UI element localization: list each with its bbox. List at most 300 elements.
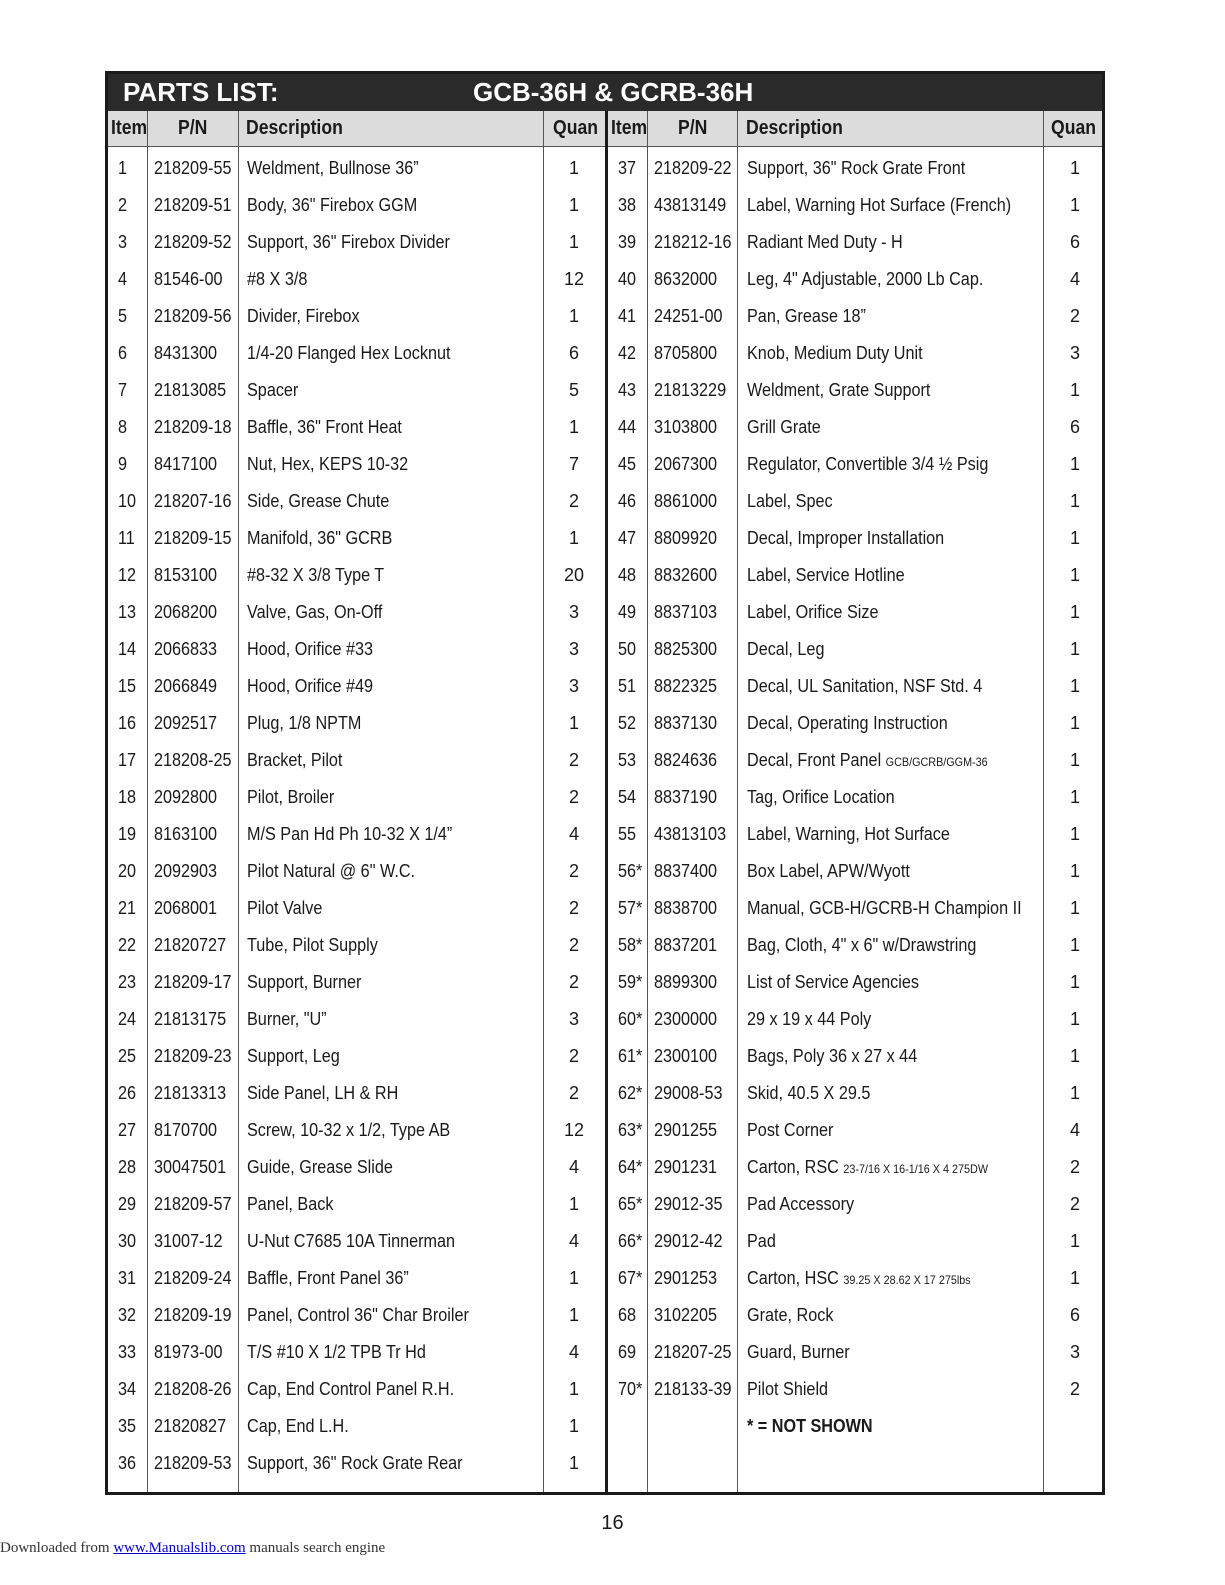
part-quantity: 12 <box>563 1120 585 1140</box>
part-description: Tag, Orifice Location <box>747 787 895 807</box>
item-number: 37 <box>618 158 637 178</box>
part-quantity: 4 <box>568 1157 579 1177</box>
part-number: 8837103 <box>654 602 718 622</box>
table-row <box>608 775 1102 812</box>
part-number: 81973-00 <box>154 1342 223 1362</box>
part-number: 3102205 <box>654 1305 718 1325</box>
part-number: 2067300 <box>654 454 718 474</box>
part-quantity: 2 <box>1069 1379 1080 1399</box>
part-description: Bag, Cloth, 4" x 6" w/Drawstring <box>747 935 977 955</box>
part-quantity: 2 <box>568 935 579 955</box>
part-number: 8705800 <box>654 343 718 363</box>
table-row <box>608 1071 1102 1108</box>
part-quantity: 5 <box>568 380 579 400</box>
part-description: Post Corner <box>747 1120 834 1140</box>
part-number: 8824636 <box>654 750 718 770</box>
part-quantity: 1 <box>1069 676 1080 696</box>
part-number: 21813085 <box>154 380 227 400</box>
part-quantity: 2 <box>568 491 579 511</box>
item-number: 13 <box>118 602 137 622</box>
part-number: 8837130 <box>654 713 718 733</box>
part-quantity: 2 <box>568 972 579 992</box>
table-row <box>108 849 605 886</box>
item-number: 17 <box>118 750 137 770</box>
table-row <box>608 257 1102 294</box>
left-table <box>108 111 605 1492</box>
table-row <box>108 1256 605 1293</box>
part-number: 21813229 <box>654 380 727 400</box>
header-description: Description <box>746 117 843 139</box>
table-row <box>108 590 605 627</box>
part-quantity: 1 <box>1069 1231 1080 1251</box>
part-quantity: 4 <box>1069 269 1080 289</box>
table-row <box>608 701 1102 738</box>
item-number: 64* <box>618 1157 643 1177</box>
table-row <box>108 442 605 479</box>
item-number: 69 <box>618 1342 637 1362</box>
item-number: 44 <box>618 417 637 437</box>
item-number: 11 <box>118 528 135 548</box>
part-description: Plug, 1/8 NPTM <box>247 713 362 733</box>
part-description: Burner, "U” <box>247 1009 327 1029</box>
table-row <box>108 664 605 701</box>
item-number: 5 <box>118 306 128 326</box>
part-description: Carton, RSC <box>747 1157 844 1177</box>
page-title: PARTS LIST: <box>123 77 279 107</box>
table-row <box>608 1330 1102 1367</box>
part-number: 218209-52 <box>154 232 232 252</box>
table-row <box>608 183 1102 220</box>
item-number: 47 <box>618 528 637 548</box>
part-number: 8153100 <box>154 565 218 585</box>
part-number: 8632000 <box>654 269 718 289</box>
item-number: 53 <box>618 750 637 770</box>
table-row <box>608 812 1102 849</box>
item-number: 27 <box>118 1120 137 1140</box>
item-number: 4 <box>118 269 128 289</box>
item-number: 2 <box>118 195 128 215</box>
part-number: 8431300 <box>154 343 218 363</box>
part-description: Pilot Valve <box>247 898 323 918</box>
part-number: 2092517 <box>154 713 218 733</box>
part-description: Skid, 40.5 X 29.5 <box>747 1083 871 1103</box>
part-number: 218212-16 <box>654 232 732 252</box>
table-row <box>108 738 605 775</box>
part-description: Guide, Grease Slide <box>247 1157 393 1177</box>
part-description: Label, Warning, Hot Surface <box>747 824 950 844</box>
part-quantity: 1 <box>568 1268 579 1288</box>
part-description: Weldment, Bullnose 36” <box>247 158 419 178</box>
part-description: Grate, Rock <box>747 1305 834 1325</box>
part-quantity: 3 <box>1069 343 1080 363</box>
part-number: 2901253 <box>654 1268 718 1288</box>
part-quantity: 4 <box>568 824 579 844</box>
part-number: 218209-24 <box>154 1268 232 1288</box>
part-description: Support, 36" Rock Grate Rear <box>247 1453 463 1473</box>
header-quan: Quan <box>553 117 598 139</box>
item-number: 43 <box>618 380 637 400</box>
item-number: 48 <box>618 565 637 585</box>
part-number: 29012-42 <box>654 1231 723 1251</box>
item-number: 67* <box>618 1268 643 1288</box>
part-quantity: 1 <box>1069 935 1080 955</box>
table-row <box>608 516 1102 553</box>
table-row <box>108 886 605 923</box>
item-number: 18 <box>118 787 137 807</box>
part-number: 218209-53 <box>154 1453 232 1473</box>
part-number: 2300100 <box>654 1046 718 1066</box>
table-row <box>608 849 1102 886</box>
part-quantity: 1 <box>1069 824 1080 844</box>
part-number: 21813313 <box>154 1083 227 1103</box>
part-description: Decal, Front Panel <box>747 750 886 770</box>
table-row <box>108 331 605 368</box>
note-row <box>608 1404 1102 1441</box>
table-row <box>608 590 1102 627</box>
part-number: 3103800 <box>654 417 718 437</box>
table-row <box>108 997 605 1034</box>
part-quantity: 1 <box>568 158 579 178</box>
part-description: Decal, Leg <box>747 639 825 659</box>
item-number: 58* <box>618 935 643 955</box>
part-description: Panel, Control 36" Char Broiler <box>247 1305 469 1325</box>
item-number: 30 <box>118 1231 137 1251</box>
part-quantity: 1 <box>1069 454 1080 474</box>
part-number: 8837201 <box>654 935 718 955</box>
model-title: GCB-36H & GCRB-36H <box>473 77 754 107</box>
item-number: 22 <box>118 935 137 955</box>
part-description-group <box>747 750 988 771</box>
part-number: 218209-17 <box>154 972 232 992</box>
part-number: 2300000 <box>654 1009 718 1029</box>
part-quantity: 2 <box>568 898 579 918</box>
part-number: 218209-18 <box>154 417 232 437</box>
table-row <box>108 627 605 664</box>
part-number: 8832600 <box>654 565 718 585</box>
table-row <box>108 775 605 812</box>
part-description: Pilot Natural @ 6" W.C. <box>247 861 416 881</box>
item-number: 59* <box>618 972 643 992</box>
header-pn: P/N <box>678 117 708 139</box>
table-row <box>608 664 1102 701</box>
part-description: Guard, Burner <box>747 1342 850 1362</box>
item-number: 46 <box>618 491 637 511</box>
part-description: Baffle, 36" Front Heat <box>247 417 402 437</box>
manualslib-link[interactable]: www.Manualslib.com <box>113 1540 246 1556</box>
part-quantity: 1 <box>568 195 579 215</box>
part-quantity: 2 <box>568 787 579 807</box>
part-quantity: 1 <box>568 713 579 733</box>
part-description: Side, Grease Chute <box>247 491 390 511</box>
part-description-detail: 23-7/16 X 16-1/16 X 4 275DW <box>843 1162 989 1176</box>
header-item: Item <box>611 117 648 139</box>
part-number: 2068200 <box>154 602 218 622</box>
table-row <box>108 479 605 516</box>
item-number: 28 <box>118 1157 137 1177</box>
part-number: 218208-26 <box>154 1379 232 1399</box>
part-description: Support, Burner <box>247 972 362 992</box>
table-row <box>608 997 1102 1034</box>
part-number: 218209-51 <box>154 195 232 215</box>
part-description: Divider, Firebox <box>247 306 360 326</box>
part-quantity: 6 <box>1069 1305 1080 1325</box>
item-number: 68 <box>618 1305 637 1325</box>
item-number: 57* <box>618 898 643 918</box>
item-number: 60* <box>618 1009 643 1029</box>
part-number: 8809920 <box>654 528 718 548</box>
item-number: 19 <box>118 824 137 844</box>
item-number: 70* <box>618 1379 643 1399</box>
item-number: 10 <box>118 491 137 511</box>
part-quantity: 4 <box>1069 1120 1080 1140</box>
table-row <box>108 1367 605 1404</box>
part-description: Manifold, 36" GCRB <box>247 528 393 548</box>
part-number: 8838700 <box>654 898 718 918</box>
table-row <box>108 812 605 849</box>
item-number: 66* <box>618 1231 643 1251</box>
part-quantity: 1 <box>568 417 579 437</box>
table-row <box>108 923 605 960</box>
part-description: Pad <box>747 1231 776 1251</box>
item-number: 39 <box>618 232 637 252</box>
item-number: 20 <box>118 861 137 881</box>
part-number: 218209-23 <box>154 1046 232 1066</box>
item-number: 52 <box>618 713 637 733</box>
part-quantity: 2 <box>1069 306 1080 326</box>
part-description: Cap, End L.H. <box>247 1416 349 1436</box>
part-description: Baffle, Front Panel 36” <box>247 1268 409 1288</box>
part-quantity: 2 <box>568 750 579 770</box>
header-item: Item <box>111 117 148 139</box>
part-description: Cap, End Control Panel R.H. <box>247 1379 455 1399</box>
item-number: 45 <box>618 454 637 474</box>
item-number: 7 <box>118 380 128 400</box>
part-number: 218133-39 <box>654 1379 732 1399</box>
part-description: Box Label, APW/Wyott <box>747 861 910 881</box>
part-description: Hood, Orifice #49 <box>247 676 374 696</box>
part-number: 21820727 <box>154 935 227 955</box>
part-description: Spacer <box>247 380 299 400</box>
part-number: 43813103 <box>654 824 727 844</box>
item-number: 38 <box>618 195 637 215</box>
item-number: 61* <box>618 1046 643 1066</box>
table-row <box>108 1145 605 1182</box>
part-number: 218207-25 <box>654 1342 732 1362</box>
part-number: 2901255 <box>654 1120 718 1140</box>
part-quantity: 1 <box>1069 713 1080 733</box>
part-number: 24251-00 <box>654 306 723 326</box>
part-description: Label, Service Hotline <box>747 565 905 585</box>
part-number: 21813175 <box>154 1009 227 1029</box>
table-row <box>608 886 1102 923</box>
part-quantity: 3 <box>568 639 579 659</box>
item-number: 40 <box>618 269 637 289</box>
part-number: 218207-16 <box>154 491 232 511</box>
table-row <box>108 960 605 997</box>
item-number: 1 <box>118 158 128 178</box>
table-row <box>108 405 605 442</box>
footer-suffix: manuals search engine <box>245 1540 386 1556</box>
part-quantity: 1 <box>568 1305 579 1325</box>
item-number: 56* <box>618 861 643 881</box>
table-row <box>108 368 605 405</box>
part-description: List of Service Agencies <box>747 972 919 992</box>
part-description: Valve, Gas, On-Off <box>247 602 383 622</box>
part-description: M/S Pan Hd Ph 10-32 X 1/4” <box>247 824 453 844</box>
table-row <box>608 960 1102 997</box>
item-number: 51 <box>618 676 637 696</box>
part-quantity: 12 <box>563 269 585 289</box>
table-row <box>608 1182 1102 1219</box>
part-quantity: 1 <box>1069 861 1080 881</box>
item-number: 35 <box>118 1416 137 1436</box>
item-number: 42 <box>618 343 637 363</box>
part-description: 29 x 19 x 44 Poly <box>747 1009 872 1029</box>
page-number: 16 <box>601 1512 624 1534</box>
part-quantity: 1 <box>1069 972 1080 992</box>
part-description: Decal, Operating Instruction <box>747 713 948 733</box>
item-number: 65* <box>618 1194 643 1214</box>
table-row <box>108 1071 605 1108</box>
table-row <box>108 257 605 294</box>
item-number: 29 <box>118 1194 137 1214</box>
part-description: Knob, Medium Duty Unit <box>747 343 923 363</box>
part-description: Label, Orifice Size <box>747 602 879 622</box>
part-quantity: 2 <box>568 1083 579 1103</box>
item-number: 25 <box>118 1046 137 1066</box>
item-number: 32 <box>118 1305 137 1325</box>
table-row <box>108 1404 605 1441</box>
table-row <box>608 1034 1102 1071</box>
item-number: 34 <box>118 1379 137 1399</box>
part-quantity: 7 <box>568 454 579 474</box>
part-description: Pad Accessory <box>747 1194 855 1214</box>
part-description: Pilot Shield <box>747 1379 829 1399</box>
item-number: 9 <box>118 454 128 474</box>
part-quantity: 6 <box>568 343 579 363</box>
part-number: 8825300 <box>654 639 718 659</box>
part-number: 218209-15 <box>154 528 232 548</box>
part-quantity: 4 <box>568 1342 579 1362</box>
part-description: Support, 36" Firebox Divider <box>247 232 450 252</box>
table-row <box>608 1145 1102 1182</box>
part-description-detail: 39.25 X 28.62 X 17 275lbs <box>843 1273 971 1287</box>
item-number: 14 <box>118 639 137 659</box>
part-description: Tube, Pilot Supply <box>247 935 378 955</box>
table-row <box>608 553 1102 590</box>
table-row <box>608 368 1102 405</box>
part-quantity: 1 <box>568 1194 579 1214</box>
part-quantity: 1 <box>568 528 579 548</box>
table-row <box>108 1108 605 1145</box>
part-quantity: 1 <box>568 1453 579 1473</box>
part-number: 8822325 <box>654 676 718 696</box>
part-quantity: 1 <box>1069 1009 1080 1029</box>
table-row <box>608 146 1102 183</box>
table-row <box>108 516 605 553</box>
part-description: Grill Grate <box>747 417 821 437</box>
part-number: 8837190 <box>654 787 718 807</box>
part-quantity: 3 <box>1069 1342 1080 1362</box>
part-description: Label, Spec <box>747 491 833 511</box>
part-description: Bracket, Pilot <box>247 750 343 770</box>
part-number: 43813149 <box>654 195 727 215</box>
part-description: Nut, Hex, KEPS 10-32 <box>247 454 409 474</box>
part-quantity: 2 <box>1069 1157 1080 1177</box>
part-description: Pan, Grease 18” <box>747 306 866 326</box>
part-description: Side Panel, LH & RH <box>247 1083 399 1103</box>
part-description: Pilot, Broiler <box>247 787 335 807</box>
part-quantity: 1 <box>568 232 579 252</box>
part-number: 218209-57 <box>154 1194 232 1214</box>
item-number: 50 <box>618 639 637 659</box>
item-number: 49 <box>618 602 637 622</box>
part-number: 218209-55 <box>154 158 232 178</box>
table-row <box>608 923 1102 960</box>
item-number: 62* <box>618 1083 643 1103</box>
part-description: Panel, Back <box>247 1194 334 1214</box>
part-number: 8899300 <box>654 972 718 992</box>
item-number: 41 <box>618 306 637 326</box>
download-footer <box>0 1540 385 1557</box>
table-row <box>608 1367 1102 1404</box>
part-number: 2092800 <box>154 787 218 807</box>
item-number: 15 <box>118 676 137 696</box>
part-quantity: 1 <box>568 1416 579 1436</box>
part-number: 8170700 <box>154 1120 218 1140</box>
part-number: 218209-19 <box>154 1305 232 1325</box>
right-table <box>608 111 1102 1492</box>
part-quantity: 1 <box>1069 158 1080 178</box>
item-number: 21 <box>118 898 137 918</box>
item-number: 31 <box>118 1268 137 1288</box>
part-quantity: 2 <box>1069 1194 1080 1214</box>
table-row <box>108 1293 605 1330</box>
footer-prefix: Downloaded from <box>0 1540 114 1556</box>
table-row <box>608 220 1102 257</box>
part-number: 31007-12 <box>154 1231 223 1251</box>
part-description: Hood, Orifice #33 <box>247 639 374 659</box>
title-bar <box>108 74 1102 111</box>
part-number: 218209-56 <box>154 306 232 326</box>
part-quantity: 4 <box>568 1231 579 1251</box>
part-quantity: 2 <box>568 861 579 881</box>
part-quantity: 3 <box>568 676 579 696</box>
table-row <box>608 294 1102 331</box>
part-number: 2901231 <box>654 1157 718 1177</box>
item-number: 12 <box>118 565 137 585</box>
part-description: #8 X 3/8 <box>247 269 308 289</box>
table-row <box>108 553 605 590</box>
part-description: Screw, 10-32 x 1/2, Type AB <box>247 1120 451 1140</box>
item-number: 55 <box>618 824 637 844</box>
item-number: 26 <box>118 1083 137 1103</box>
table-row <box>108 146 605 183</box>
part-quantity: 1 <box>1069 750 1080 770</box>
part-description: Weldment, Grate Support <box>747 380 931 400</box>
part-description: #8-32 X 3/8 Type T <box>247 565 385 585</box>
part-description: Label, Warning Hot Surface (French) <box>747 195 1012 215</box>
not-shown-note: * = NOT SHOWN <box>747 1416 873 1436</box>
table-row <box>608 405 1102 442</box>
table-row <box>108 1034 605 1071</box>
part-quantity: 1 <box>1069 602 1080 622</box>
part-number: 8163100 <box>154 824 218 844</box>
part-description: Support, Leg <box>247 1046 340 1066</box>
table-header <box>108 111 605 147</box>
part-number: 8837400 <box>654 861 718 881</box>
part-number: 2066833 <box>154 639 218 659</box>
